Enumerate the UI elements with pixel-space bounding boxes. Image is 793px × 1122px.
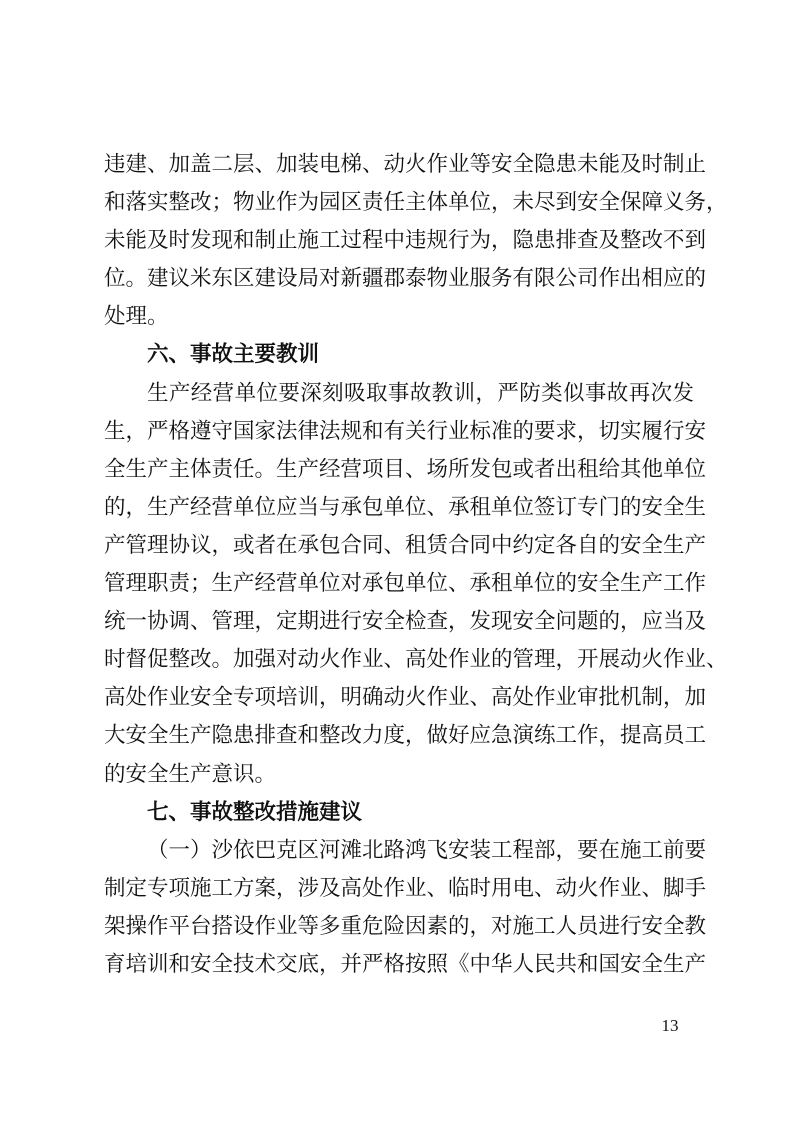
text-line: 和落实整改；物业作为园区责任主体单位，未尽到安全保障义务， xyxy=(104,190,728,216)
text-line: 育培训和安全技术交底，并严格按照《中华人民共和国安全生产 xyxy=(104,951,707,977)
lessons-paragraph xyxy=(104,375,728,794)
text-line: 时督促整改。加强对动火作业、高处作业的管理，开展动火作业、 xyxy=(104,647,728,673)
page-number: 13 xyxy=(661,1016,679,1035)
text-line: 的，生产经营单位应当与承包单位、承租单位签订专门的安全生 xyxy=(104,494,707,520)
section-heading-rectification: 七、事故整改措施建议 xyxy=(147,799,363,825)
text-line: 产管理协议，或者在承包合同、租赁合同中约定各自的安全生产 xyxy=(104,532,707,558)
body-text xyxy=(104,146,728,984)
text-line: 处理。 xyxy=(104,304,169,330)
text-line: 管理职责；生产经营单位对承包单位、承租单位的安全生产工作 xyxy=(104,571,707,597)
text-line: 大安全生产隐患排查和整改力度，做好应急演练工作，提高员工 xyxy=(104,723,707,749)
section-heading-lessons: 六、事故主要教训 xyxy=(147,342,320,368)
rectification-paragraph xyxy=(104,832,707,984)
text-line: 的安全生产意识。 xyxy=(104,761,277,787)
text-line: 位。建议米东区建设局对新疆郡泰物业服务有限公司作出相应的 xyxy=(104,266,707,292)
text-line: 高处作业安全专项培训，明确动火作业、高处作业审批机制，加 xyxy=(104,685,707,711)
text-line: 生产经营单位要深刻吸取事故教训，严防类似事故再次发 xyxy=(147,380,694,406)
text-line: 统一协调、管理，定期进行安全检查，发现安全问题的，应当及 xyxy=(104,609,707,635)
text-line: 违建、加盖二层、加装电梯、动火作业等安全隐患未能及时制止 xyxy=(104,152,707,177)
text-line: 全生产主体责任。生产经营项目、场所发包或者出租给其他单位 xyxy=(104,456,707,482)
text-line: 架操作平台搭设作业等多重危险因素的，对施工人员进行安全教 xyxy=(104,913,707,939)
text-line: （一）沙依巴克区河滩北路鸿飞安装工程部，要在施工前要 xyxy=(147,837,707,863)
text-line: 制定专项施工方案，涉及高处作业、临时用电、动火作业、脚手 xyxy=(104,875,707,901)
text-line: 未能及时发现和制止施工过程中违规行为，隐患排查及整改不到 xyxy=(104,228,707,254)
text-line: 生，严格遵守国家法律法规和有关行业标准的要求，切实履行安 xyxy=(104,418,707,444)
intro-paragraph xyxy=(104,146,728,336)
